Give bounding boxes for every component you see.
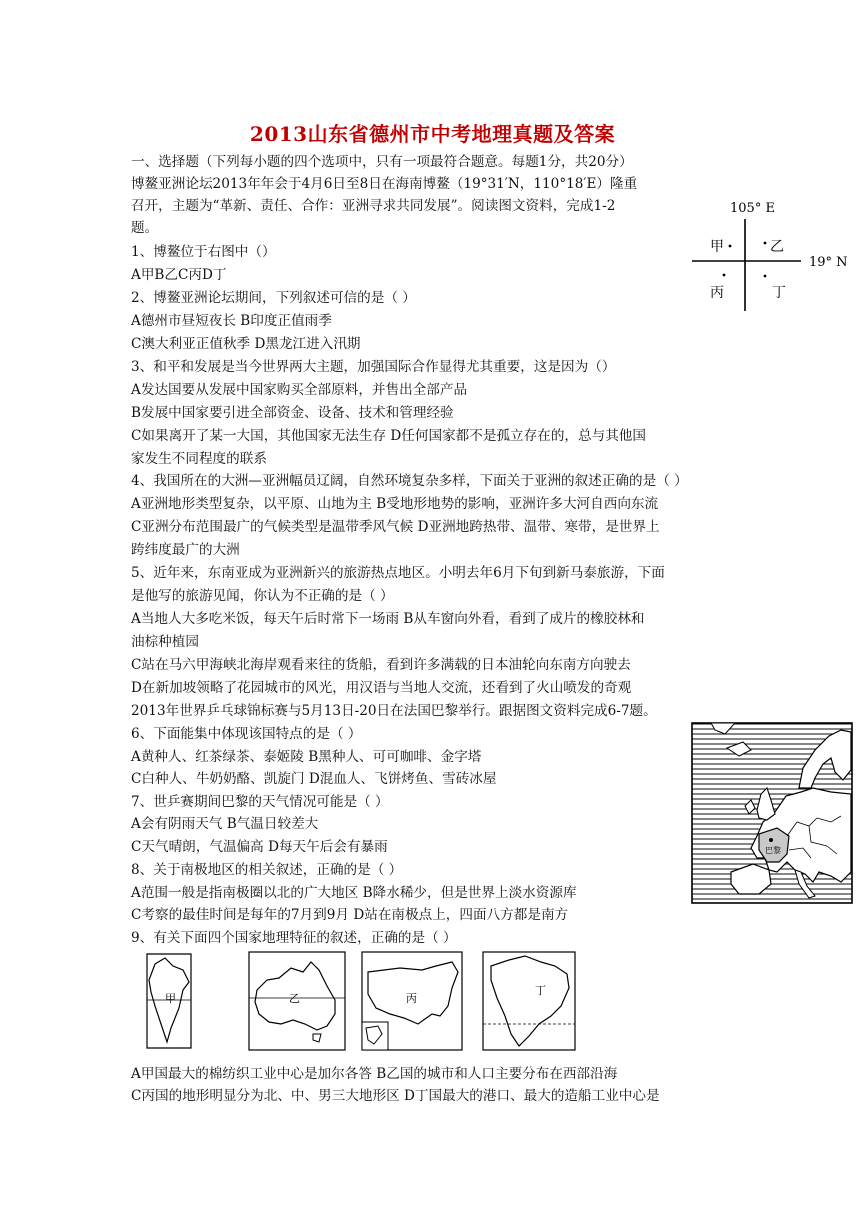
page-title: 2013山东省德州市中考地理真题及答案 [249, 122, 616, 146]
text-line: A甲国最大的棉纺织工业中心是加尔各答 B乙国的城市和人口主要分布在西部沿海 [131, 1066, 618, 1082]
france-region [759, 828, 789, 862]
country-map-brazil [481, 950, 577, 1052]
text-line: 4、我国所在的大洲—亚洲幅员辽阔，自然环境复杂多样，下面关于亚洲的叙述正确的是（ ） [131, 473, 688, 489]
text-line: 6、下面能集中体现该国特点的是（ ） [131, 726, 362, 742]
text-line: A会有阴雨天气 B气温日较差大 [131, 816, 319, 832]
text-line: 8、关于南极地区的相关叙述，正确的是（ ） [131, 862, 403, 878]
text-line: A范围一般是指南极圈以北的广大地区 B降水稀少，但是世界上淡水资源库 [131, 885, 577, 901]
text-line: C考察的最佳时间是每年的7月到9月 D站在南极点上，四面八方都是南方 [131, 907, 569, 923]
text-line: C如果离开了某一大国，其他国家无法生存 D任何国家都不是孤立存在的，总与其他国 [131, 428, 646, 444]
point-label-bing: 丙 [710, 285, 724, 301]
text-line: 1、博鳌位于右图中（） [131, 244, 276, 260]
country-map-india [143, 950, 195, 1052]
text-line: C丙国的地形明显分为北、中、男三大地形区 D丁国最大的港口、最大的造船工业中心是 [131, 1088, 660, 1104]
text-line: C亚洲分布范围最广的气候类型是温带季风气候 D亚洲地跨热带、温带、寒带，是世界上 [131, 519, 660, 535]
parallel-label: 19° N [809, 255, 848, 270]
europe-map [691, 722, 853, 904]
text-line: A德州市昼短夜长 B印度正值雨季 [131, 313, 332, 329]
text-line: A亚洲地形类型复杂，以平原、山地为主 B受地形地势的影响，亚洲许多大河自西向东流 [131, 496, 659, 512]
text-line: C站在马六甲海峡北海岸观看来往的货船，看到许多满载的日本油轮向东南方向驶去 [131, 657, 631, 673]
point-label-yi: 乙 [770, 239, 784, 255]
paris-label: 巴黎 [765, 846, 781, 855]
point-ding [764, 275, 767, 278]
text-line: 9、有关下面四个国家地理特征的叙述，正确的是（ ） [131, 930, 457, 946]
text-line: 2013年世界乒乓球锦标赛与5月13日-20日在法国巴黎举行。跟据图文资料完成6-7题。 [131, 703, 657, 719]
text-line: A黄种人、红茶绿茶、泰姬陵 B黑种人、可可咖啡、金字塔 [131, 749, 482, 765]
text-line: 一、选择题（下列每小题的四个选项中，只有一项最符合题意。每题1分，共20分） [131, 154, 633, 170]
point-label-ding: 丁 [772, 285, 786, 301]
text-line: 油棕种植园 [131, 634, 199, 650]
text-line: D在新加坡领略了花园城市的风光，用汉语与当地人交流，还看到了火山喷发的奇观 [131, 680, 632, 696]
text-line: A当地人大多吃米饭，每天午后时常下一场雨 B从车窗向外看，看到了成片的橡胶林和 [131, 611, 645, 627]
point-yi [764, 242, 767, 245]
text-line: 家发生不同程度的联系 [131, 451, 267, 467]
text-line: 2、博鳌亚洲论坛期间，下列叙述可信的是（ ） [131, 290, 416, 306]
text-line: A甲B乙C丙D丁 [131, 267, 227, 283]
paris-marker [769, 838, 773, 842]
latlong-grid-figure [688, 195, 863, 315]
country-map-australia [247, 950, 347, 1052]
point-label-jia: 甲 [710, 239, 724, 255]
text-line: A发达国要从发展中国家购买全部原料，并售出全部产品 [131, 382, 468, 398]
text-line: 3、和平和发展是当今世界两大主题，加强国际合作显得尤其重要，这是因为（） [131, 359, 616, 375]
meridian-label: 105° E [730, 201, 775, 216]
text-line: C澳大利亚正值秋季 D黑龙江进入汛期 [131, 336, 361, 352]
country-label-bing: 丙 [406, 992, 417, 1005]
text-line: 题。 [131, 220, 159, 236]
text-line: 跨纬度最广的大洲 [131, 542, 240, 558]
text-line: 召开，主题为“革新、责任、合作：亚洲寻求共同发展”。阅读图文资料，完成1-2 [131, 198, 616, 214]
text-line: B发展中国家要引进全部资金、设备、技术和管理经验 [131, 405, 454, 421]
text-line: 5、近年来，东南亚成为亚洲新兴的旅游热点地区。小明去年6月下旬到新马泰旅游，下面 [131, 565, 665, 581]
text-line: C天气晴朗，气温偏高 D每天午后会有暴雨 [131, 839, 388, 855]
text-line: 是他写的旅游见闻，你认为不正确的是（ ） [131, 588, 394, 604]
point-jia [729, 245, 732, 248]
country-label-ding: 丁 [535, 984, 546, 997]
country-map-usa [360, 950, 464, 1052]
text-line: C白种人、牛奶奶酪、凯旋门 D混血人、飞饼烤鱼、雪砖冰屋 [131, 771, 497, 787]
text-line: 7、世乒赛期间巴黎的天气情况可能是（ ） [131, 794, 389, 810]
point-bing [723, 274, 726, 277]
country-label-yi: 乙 [289, 992, 300, 1005]
country-label-jia: 甲 [165, 992, 176, 1005]
text-line: 博鳌亚洲论坛2013年年会于4月6日至8日在海南博鳌（19°31′N，110°18′E）隆重 [131, 176, 638, 192]
